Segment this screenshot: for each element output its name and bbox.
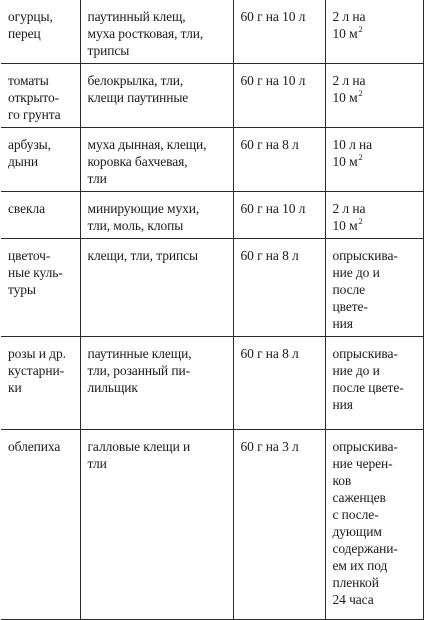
crop-line: кустарни-	[8, 363, 64, 378]
unit-exponent: 2	[358, 151, 363, 162]
pests-line: белокрылка, тли,	[87, 73, 184, 88]
rate-line: ние черен-	[332, 456, 393, 471]
rate-line: ков	[332, 473, 352, 488]
table-row	[1, 337, 423, 430]
crop-line: го грунта	[8, 107, 61, 122]
crop-line: открыто-	[8, 90, 60, 105]
rate-line: опрыскива-	[332, 346, 398, 361]
dosage-text: 60 г на 8 л	[240, 137, 299, 152]
rate-cell	[325, 128, 423, 192]
crop-cell	[1, 239, 80, 337]
rate-cell	[325, 239, 423, 337]
crop-cell	[1, 128, 80, 192]
dosage-cell	[233, 64, 325, 128]
dosage-cell	[233, 128, 325, 192]
pest-control-table	[1, 0, 424, 620]
rate-line: 24 часа	[332, 592, 374, 607]
unit-exponent: 2	[358, 87, 363, 98]
rate-line: после цвете-	[332, 380, 404, 395]
pests-cell	[80, 128, 233, 192]
crop-cell	[1, 430, 80, 620]
pests-cell	[80, 430, 233, 620]
rate-line	[333, 217, 417, 234]
crop-line: томаты	[8, 73, 49, 88]
crop-line: свекла	[8, 201, 45, 216]
table-row	[1, 64, 423, 128]
rate-line: ем их под	[332, 558, 388, 573]
dosage-text: 60 г на 8 л	[240, 346, 299, 361]
crop-line: туры	[8, 282, 36, 297]
dosage-cell	[233, 239, 325, 337]
pests-line: тли	[87, 171, 107, 186]
unit-exponent: 2	[358, 23, 363, 34]
pests-cell	[80, 192, 233, 239]
crop-line: перец	[8, 26, 41, 41]
crop-line: розы и др.	[8, 346, 66, 361]
rate-line: пленкой	[332, 575, 379, 590]
rate-line: ние до и	[332, 265, 380, 280]
pests-cell	[80, 64, 233, 128]
pests-line: клещи, тли, трипсы	[87, 248, 198, 263]
rate-line-text: 10 м	[332, 26, 358, 41]
pests-line: тли, моль, клопы	[87, 218, 184, 233]
pests-line: муха ростковая, тли,	[87, 26, 204, 41]
rate-cell	[325, 192, 423, 239]
table-row	[1, 239, 423, 337]
crop-line: арбузы,	[8, 137, 51, 152]
rate-line: содержани-	[332, 541, 398, 556]
pests-line: клещи паутинные	[87, 90, 189, 105]
rate-line-text: 10 м	[332, 90, 358, 105]
rate-line: 10 л на	[332, 137, 373, 152]
crop-line: огурцы,	[8, 9, 53, 24]
rate-cell	[325, 430, 423, 620]
table-row	[1, 192, 423, 239]
rate-line: после	[332, 282, 366, 297]
rate-line	[333, 89, 417, 106]
table-row	[1, 0, 423, 64]
rate-line	[333, 153, 417, 170]
rate-line: ние до и	[332, 363, 380, 378]
rate-cell	[325, 337, 423, 430]
rate-line-text: 10 м	[332, 218, 358, 233]
rate-line: опрыскива-	[332, 439, 398, 454]
table-row	[1, 430, 423, 620]
rate-line: саженцев	[332, 490, 386, 505]
rate-line: ния	[332, 316, 353, 331]
rate-line: опрыскива-	[332, 248, 398, 263]
table-row	[1, 128, 423, 192]
dosage-text: 60 г на 10 л	[240, 73, 306, 88]
crop-line: цветоч-	[8, 248, 51, 263]
unit-exponent: 2	[358, 215, 363, 226]
pests-line: минирующие мухи,	[87, 201, 200, 216]
dosage-cell	[233, 192, 325, 239]
pests-line: коровка бахчевая,	[87, 154, 188, 169]
rate-line: ния	[332, 397, 353, 412]
dosage-text: 60 г на 3 л	[240, 439, 299, 454]
rate-line: 2 л на	[332, 73, 366, 88]
crop-cell	[1, 192, 80, 239]
crop-line: дыни	[8, 154, 38, 169]
crop-cell	[1, 64, 80, 128]
pests-line: муха дынная, клещи,	[87, 137, 207, 152]
crop-line: ки	[8, 380, 22, 395]
dosage-text: 60 г на 8 л	[240, 248, 299, 263]
rate-cell	[325, 0, 423, 64]
dosage-cell	[233, 0, 325, 64]
pests-line: паутинные клещи,	[87, 346, 192, 361]
crop-line: ные куль-	[8, 265, 63, 280]
crop-cell	[1, 337, 80, 430]
dosage-text: 60 г на 10 л	[240, 201, 306, 216]
dosage-cell	[233, 337, 325, 430]
pests-line: трипсы	[87, 43, 130, 58]
rate-line: цвете-	[332, 299, 368, 314]
rate-line: 2 л на	[332, 201, 366, 216]
rate-line: дующим	[332, 524, 382, 539]
rate-line-text: 10 м	[332, 154, 358, 169]
rate-line: с после-	[332, 507, 379, 522]
rate-line	[333, 25, 417, 42]
crop-line: облепиха	[8, 439, 61, 454]
crop-cell	[1, 0, 80, 64]
rate-line: 2 л на	[332, 9, 366, 24]
pests-line: лильщик	[87, 380, 138, 395]
dosage-cell	[233, 430, 325, 620]
pests-line: паутинный клещ,	[87, 9, 186, 24]
pests-line: тли, розанный пи-	[87, 363, 190, 378]
pests-cell	[80, 337, 233, 430]
rate-cell	[325, 64, 423, 128]
pests-line: тли	[87, 456, 107, 471]
dosage-text: 60 г на 10 л	[240, 9, 306, 24]
pests-cell	[80, 239, 233, 337]
pests-line: галловые клещи и	[87, 439, 191, 454]
pests-cell	[80, 0, 233, 64]
